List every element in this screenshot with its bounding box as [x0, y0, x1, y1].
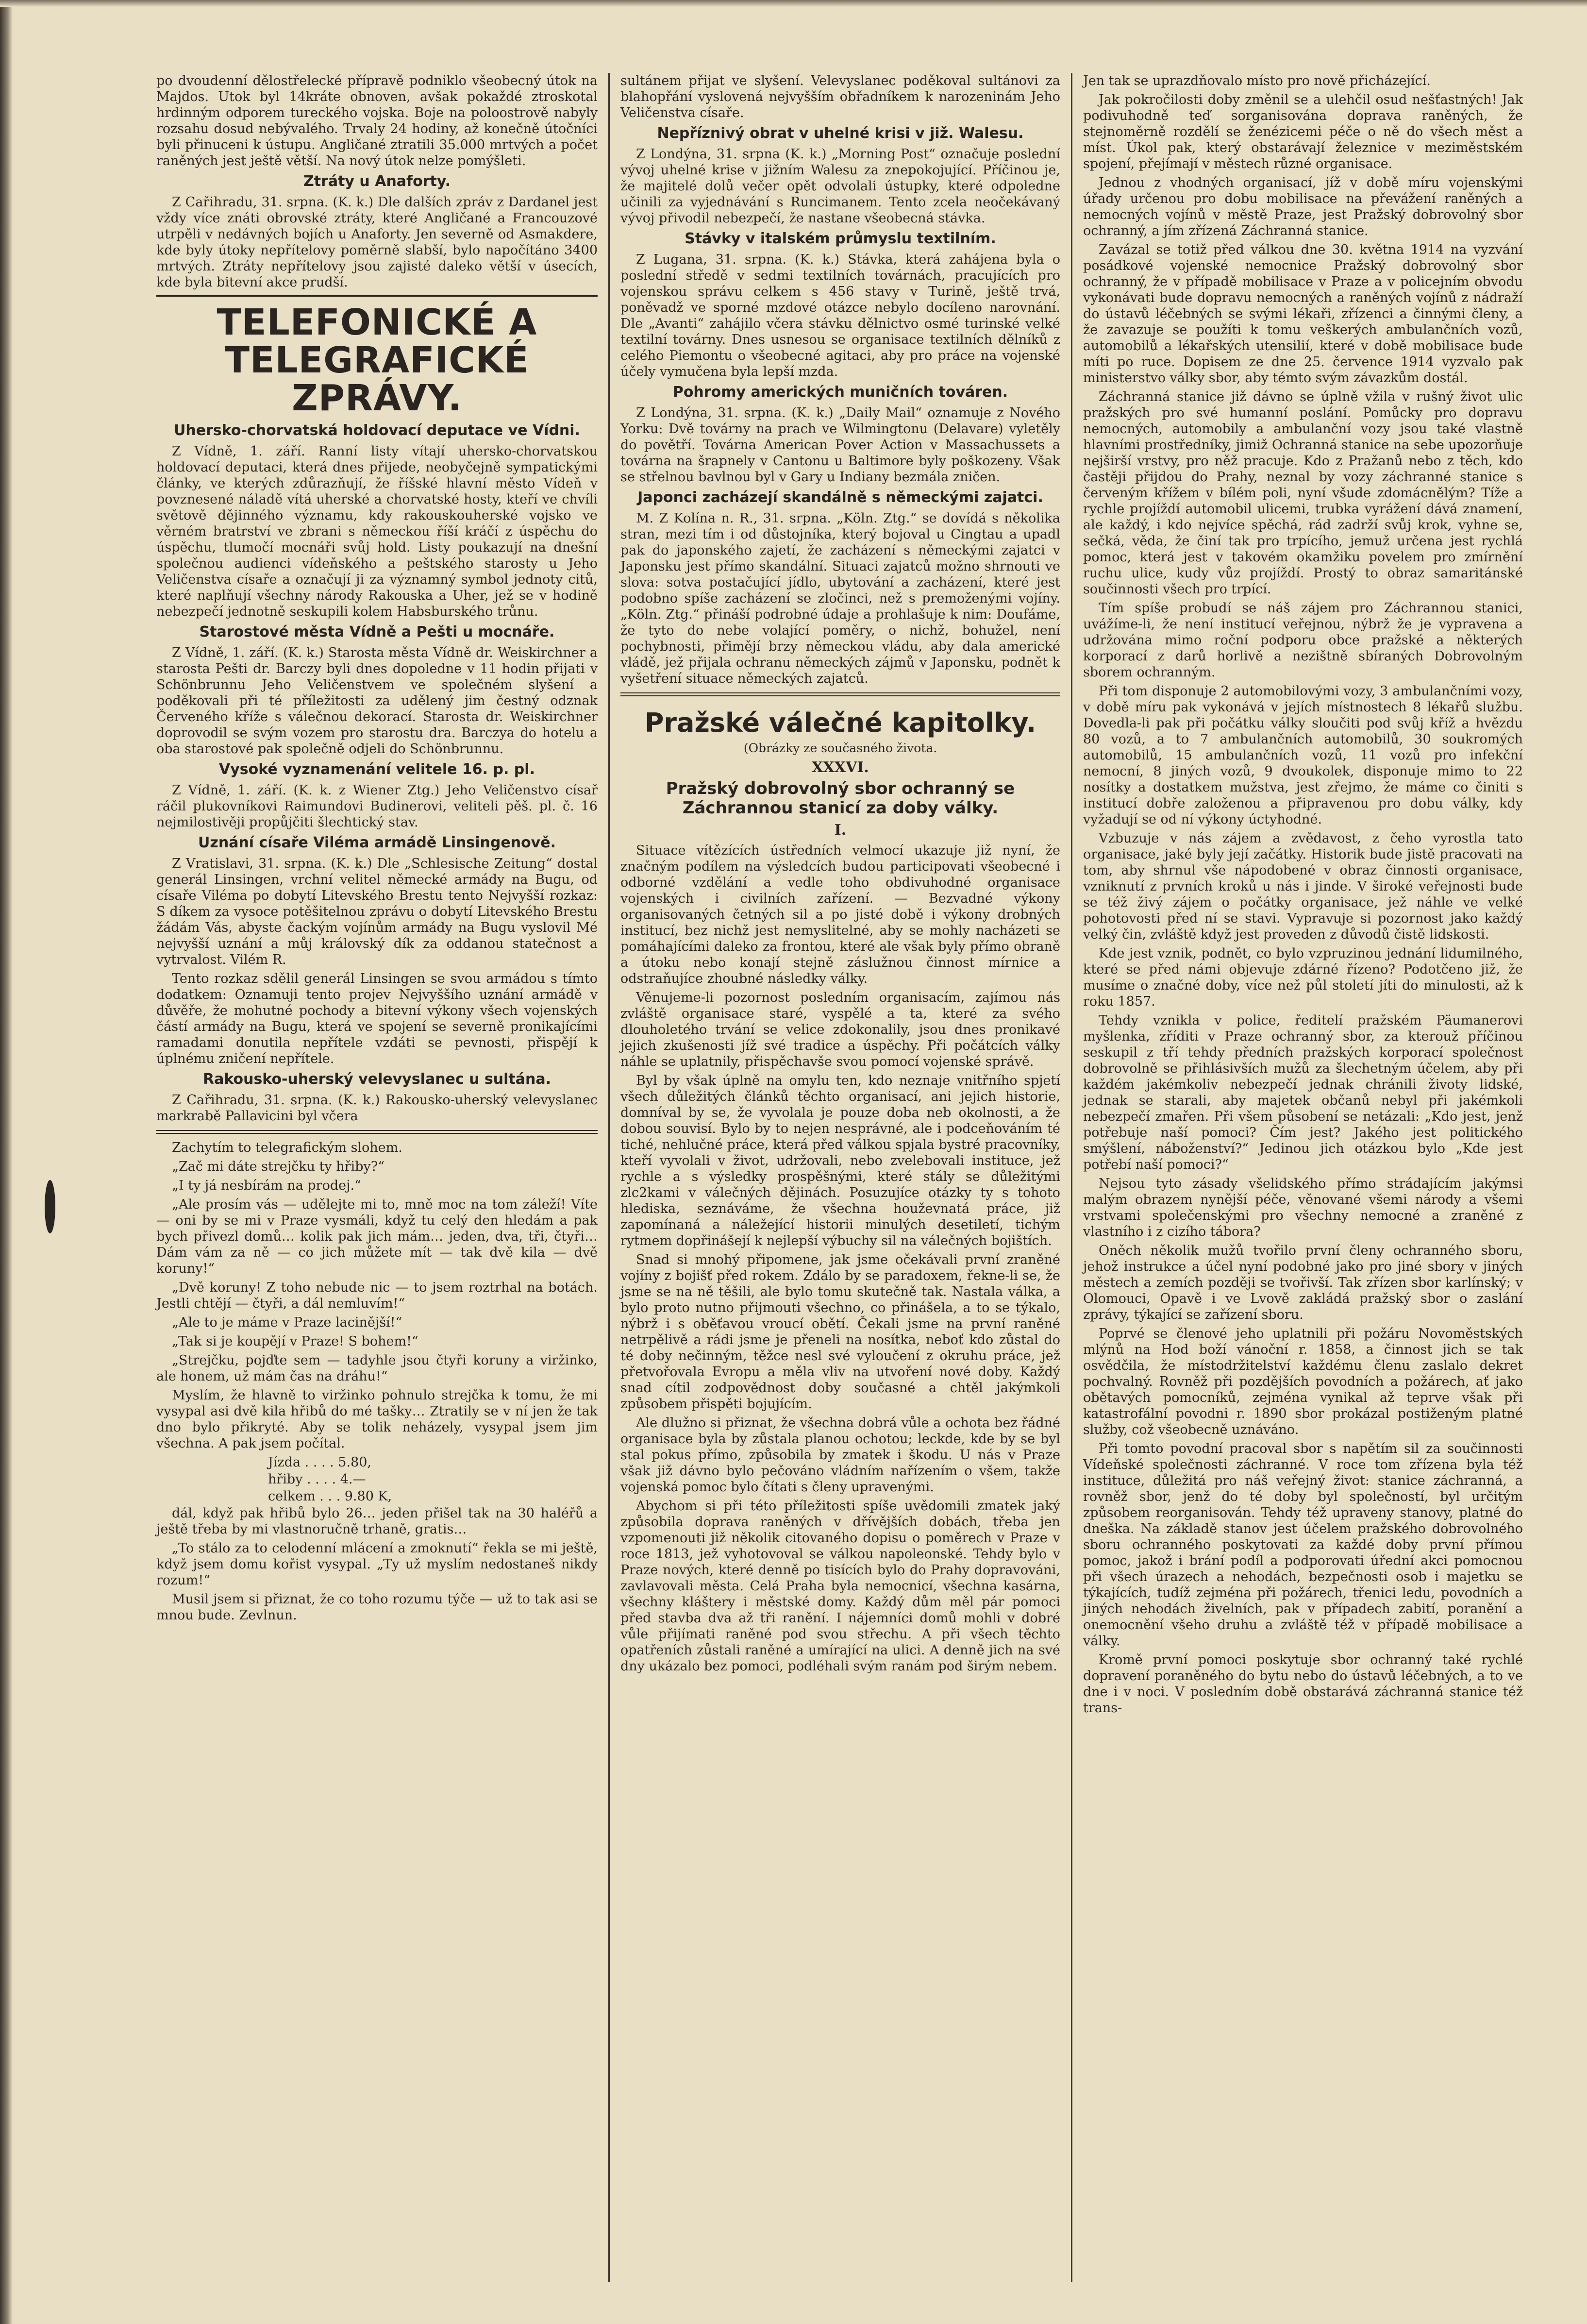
article-paragraph: Vzbuzuje v nás zájem a zvědavost, z čeho vyrostla tato organisace, jaké byly její začátky. Historik bude jistě pracovati na tom, aby shrnul vše nápodobené v obraz činnosti organisace, vzniknutí z prvních kroků u nás i jinde. V široké veřejnosti bude se též živý zájem o počátky organisace, jež náhle ve velké pohotovosti před ní se stavi. Vypravuje si pozornost jako každý velký čin, zvláště když jest proveden z důvodů čistě lidskosti.	[1083, 831, 1523, 942]
section-title-telegraph: TELEFONICKÉ A TELEGRAFICKÉ ZPRÁVY.	[217, 302, 537, 419]
feuilleton-subtitle: (Obrázky ze současného života.	[743, 741, 937, 755]
price-line: celkem . . . 9.80 K,	[268, 1489, 392, 1504]
price-line: Jízda . . . . 5.80,	[268, 1455, 372, 1470]
headline-linsingen: Uznání císaře Viléma armádě Linsingenově.	[198, 834, 556, 851]
article-paragraph: Nejsou tyto zásady všelidského přímo strádajícím jakýmsi malým obrazem nynější péče, věnované všemi národy a všemi vrstvami společenskými pro všechny nemocné a zraněné z vlastního i z cizího tábora?	[1083, 1176, 1523, 1239]
article-paragraph: Situace vítězících ústředních velmocí ukazuje již nyní, že značným podílem na výsledcích budou participovati všeobecné i odborné vzdělání a vedle toho obdivuhodné organisace vojenských i civilních zařízení. — Bezvadné výkony organisovaných četných sil a po jisté době i výkony drobných institucí, bez nichž jest nemyslitelné, aby se mohly nacházeti se pomáhajícími daleko za frontou, které ale však byly přímo obraně a útoku nebo konají stejně záslužnou činnost mírnice a odstraňujíce zhoubné následky války.	[620, 843, 1060, 986]
article-paragraph: Poprvé se členové jeho uplatnili při požáru Novoměstských mlýnů na Hod boží vánoční r. 1858, a činnost jich se tak osvědčila, že místodržitelství každému členu zaslalo dekret pochvalný. Rovněž při pozdějších povodních a požárech, ať jako obětavých pomocníků, zejména vynikal až teprve však při katastrofální povodni r. 1890 sbor prokázal postiženým platné služby, což všeobecně uznáváno.	[1083, 1326, 1523, 1437]
feuilleton-line: „Tak si je koupějí v Praze! S bohem!“	[172, 1334, 418, 1349]
article-paragraph: Z Lugana, 31. srpna. (K. k.) Stávka, která zahájena byla o poslední středě v sedmi textilních továrnách, pracujících pro vojenskou správu celkem s 456 stavy v Turině, ještě trvá, poněvadž ve sporné mzdové otázce nebylo docíleno narovnání. Dle „Avanti“ zahájilo včera stávku dělnictvo osmé turinské velké textilní továrny. Dnes usnesou se organisace textilních dělníků z celého Piemontu o všeobecné agitaci, aby pro práce na vojenské účely vymučena byla lepší mzda.	[620, 252, 1060, 379]
headline-mayors: Starostové města Vídně a Pešti u mocnáře.	[199, 623, 555, 640]
article-paragraph: Při tom disponuje 2 automobilovými vozy, 3 ambulančními vozy, v době míru pak vykonává v jejích místnostech 8 lékařů službu. Dovedla-li pak při počátku války sloučiti pod svůj kříž a hvězdu 80 vozů, a to 7 ambulančních automobilů, 30 soukromých automobilů, 15 ambulančních vozů, 11 vozů pro infekční nemocní, 8 jiných vozů, 9 dvoukolek, disponuje mimo to 22 nosítky a dostatkem mužstva, jest zřejmo, že máme co činiti s institucí dobře založenou a připravenou pro dobu války, kdy vyžadují se od ní výkony úctyhodné.	[1083, 684, 1523, 827]
column-1	[146, 73, 608, 2282]
article-paragraph: Tehdy vznikla v police, ředitelí pražském Päumanerovi myšlenka, zříditi v Praze ochranný sbor, za kterouž příčinou seskupil z tří tehdy předních pražských korporací společnost dobrovolně se přihlásivších mužů za šlechetným účelem, aby při každém jakémkoliv nebezpečí jednak chránili životy lidské, jednak se starali, aby majetek občanů nebyl při jakémkoli nebezpečí zmařen. Při všem působení se netázali: „Kdo jest, jenž potřebuje naší pomoci? Čím jest? Jakého jest politického smýšlení, náboženství?“ Jedinou jich otázkou bylo „Kde jest potřebí naší pomoci?“	[1083, 1013, 1523, 1172]
double-divider	[620, 692, 1060, 696]
article-paragraph: Kde jest vznik, podnět, co bylo vzpruzinou jednání lidumilného, které se před námi objevuje zdárné řízeno? Podotčeno již, že musíme o značné doby, více než půl století jíti do minulosti, až k roku 1857.	[1083, 946, 1523, 1009]
article-paragraph: Z Vídně, 1. září. (K. k.) Starosta města Vídně dr. Weiskirchner a starosta Pešti dr. Barczy byli dnes dopoledne v 11 hodin přijati v Schönbrunnu Jeho Veličenstvem ve společném slyšení a poděkovali při té příležitosti za udělený jim čestný odznak Červeného kříže s válečnou dekorací. Starosta dr. Weiskirchner doprovodil se svým vozem pro starostu dra. Barczya do hotelu a oba starostové pak společně odjeli do Schönbrunnu.	[156, 645, 598, 757]
headline-japan: Japonci zacházejí skandálně s německými zajatci.	[637, 489, 1043, 506]
feuilleton-headline: Pražský dobrovolný sbor ochranný se Záchrannou stanicí za doby války.	[666, 779, 1015, 818]
article-paragraph: Z Cařihradu, 31. srpna. (K. k.) Dle dalších zpráv z Dardanel jest vždy více znáti obrovské ztráty, které Angličané a Francouzové utrpěli v nedávných bojích u Anaforty. Jen severně od Asmakdere, kde byly útoky nepřítelovy poměrně slabší, bylo napočítáno 3400 mrtvých. Ztráty nepřítelovy jsou zajisté daleko větší v úsecích, kde byla bitevní akce prudší.	[156, 195, 598, 290]
article-paragraph: Ale dlužno si přiznat, že všechna dobrá vůle a ochota bez řádné organisace byla by zůstala planou ochotou; leckde, kde by se byl stal pokus přímo, způsobila by zmatek i škodu. U nás v Praze však již dávno bylo pečováno vládním nařízením o všem, takže vojenská pomoc bylo čítati s členy upravenými.	[620, 1415, 1060, 1495]
article-paragraph: Tím spíše probudí se náš zájem pro Záchrannou stanici, uvážíme-li, že není institucí veřejnou, nýbrž že je vypravena a udržována mimo roční podporu obce pražské a některých korporací z darů horlivě a nezištně sbíraných Dobrovolným sborem ochranným.	[1083, 601, 1523, 680]
headline-anaforta: Ztráty u Anaforty.	[303, 173, 451, 190]
feuilleton-line: „I ty já nesbírám na prodej.“	[172, 1178, 361, 1193]
column-3	[1071, 73, 1534, 2282]
article-paragraph: Věnujeme-li pozornost posledním organisacím, zajímou nás zvláště organisace staré, vyspělé a ta, které za svého dlouholetého trvání se velice zdokonalily, jsou dnes pronikavé jejich zkušenosti jíž své tradice a úspěchy. Při počátcích války náhle se uplatnily, přispěchavše svou pomocí vojenské správě.	[620, 990, 1060, 1069]
article-paragraph: Snad si mnohý připomene, jak jsme očekávali první zraněné vojíny z bojišť před rokem. Zdálo by se paradoxem, řekne-li se, že jsme se na ně těšili, ale bylo tomu skutečně tak. Nastala válka, a bylo proto nutno přijmouti všechno, co přinášela, a to se týkalo, nýbrž i s oběťavou vroucí obětí. Čekali jsme na první raněné netrpělivě a rádi jsme je přeneli na nosítka, neboť kdo zůstal do té doby nečinným, těžce nesl své vyloučení z okruhu práce, jež přetvořovala Evropu a měla vliv na utvoření nové doby. Každý snad cítil zodpovědnost doby současné a chtěl jakýmkoli způsobem přispěti bojujícím.	[620, 1252, 1060, 1412]
headline-decoration: Vysoké vyznamenání velitele 16. p. pl.	[219, 761, 535, 778]
article-paragraph: Jednou z vhodných organisací, jíž v době míru vojenskými úřady určenou pro dobu mobilisace na převážení raněných a nemocných vojínů v městě Praze, jest Pražský dobrovolný sbor ochranný, a jím zřízená Záchranná stanice.	[1083, 175, 1523, 238]
feuilleton-number: XXXVI.	[812, 759, 869, 776]
feuilleton-line: dál, když pak hřibů bylo 26… jeden přišel tak na 30 haléřů a ještě třeba by mi vlastnoručně trhaně, gratis…	[156, 1506, 598, 1537]
page-edge-left	[0, 0, 13, 2324]
divider	[156, 295, 598, 297]
article-paragraph: sultánem přijat ve slyšení. Velevyslanec poděkoval sultánovi za blahopřání vyslovená nejvyšším obřadníkem k narozeninám Jeho Veličenstva císaře.	[620, 73, 1060, 120]
newspaper-columns	[146, 73, 1534, 2282]
headline-wales: Nepříznivý obrat v uhelné krisi v již. Walesu.	[657, 125, 1024, 142]
feuilleton-line: „Ale prosím vás — udělejte mi to, mně moc na tom záleží! Víte — oni by se mi v Praze vysmáli, když tu celý den hledám a pak bych přivezl domů… kolik pak jich mám… jeden, dva, tři, čtyři… Dám vám za ně — co jich můžete mít — tak dvě kila — dvě koruny!“	[156, 1197, 598, 1276]
feuilleton-line: „Dvě koruny! Z toho nebude nic — to jsem roztrhal na botách. Jestli chtějí — čtyři, a dál nemluvím!“	[156, 1280, 598, 1311]
column-2	[608, 73, 1071, 2282]
price-line: hřiby . . . . 4.—	[268, 1472, 366, 1487]
feuilleton-line: Myslím, že hlavně to viržinko pohnulo strejčka k tomu, že mi vysypal asi dvě kila hřibů do mé tašky… Ztratily se v ní jen že tak dno bylo přikryté. Aby se tolik neházely, vysypal jsem jim všechna. A pak jsem počítal.	[156, 1388, 598, 1451]
feuilleton-title: Pražské válečné kapitolky.	[644, 707, 1036, 738]
feuilleton-line: „Ale to je máme v Praze lacinější!“	[172, 1315, 402, 1330]
binding-hole	[45, 1180, 55, 1233]
headline-deputation: Uhersko-chorvatská holdovací deputace ve Vídni.	[174, 422, 580, 439]
article-paragraph: Z Vídně, 1. září. Ranní listy vítají uhersko-chorvatskou holdovací deputaci, která dnes přijede, neobyčejně sympatickými články, ve kterých zdůrazňují, že říšské hlavní město Vídeň v povznesené náladě vítá uherské a chorvatské hosty, kteří ve chvíli světově dějinného významu, kdy rakouskouherské vojsko ve věrném bratrství ve zbrani s německou říší kráčí z úspěchu do úspěchu, tlumočí mocnáři svůj hold. Listy poukazují na dnešní společnou audienci vídeňského a peštského starosty u Jeho Veličenstva císaře a označují ji za významný symbol jednoty citů, které naplňují všechny národy Rakouska a Uher, jež se v hodině nebezpečí jednotně seskupili kolem Habsburského trůnu.	[156, 444, 598, 619]
article-paragraph: Z Vratislavi, 31. srpna. (K. k.) Dle „Schlesische Zeitung“ dostal generál Linsingen, vrchní velitel německé armády na Bugu, od císaře Viléma po dobytí Litevského Brestu tento Nejvyšší rozkaz: S díkem za vysoce potěšitelnou zprávu o dobytí Litevského Brestu žádám Vás, abyste čackým vojínům armády na Bugu vyslovil Mé nejvyšší uznání a můj královský dík za oddanou statečnost a vytrvalost. Vilém R.	[156, 856, 598, 967]
double-divider	[156, 1130, 598, 1134]
article-paragraph: Z Vídně, 1. září. (K. k. z Wiener Ztg.) Jeho Veličenstvo císař ráčil plukovníkovi Raimundovi Budinerovi, veliteli pěš. pl. č. 16 nejmilostivěji propůjčiti šlechtický stav.	[156, 783, 598, 830]
article-paragraph: Při tomto povodní pracoval sbor s napětím sil za součinnosti Vídeňské společnosti záchranné. V roce tom zřízena byla též instituce, důležitá pro náš veřejný život: stanice záchranná, a rovněž sbor, jenž do té doby byl společností, byl určitým způsobem reorganisován. Tehdy též upraveny stanovy, platné do dneška. Na základě stanov jest účelem pražského dobrovolného sboru ochranného poskytovati za každé doby první přímou pomoc, jakož i brání podíl a podporovati úřední akci pomocnou při všech úrazech a nehodách, bezpečnosti osob i majetku se týkajících, tudíž zejména při požárech, třenici ledu, povodních a jiných nehodách živelních, pak v případech zabití, poranění a onemocnění všeho druhu a zvláště též v případě mobilisace a války.	[1083, 1441, 1523, 1649]
feuilleton-line: „To stálo za to celodenní mlácení a zmoknutí“ řekla se mi ještě, když jsem domu kořist vysypal. „Ty už myslím nedostaneš nikdy rozum!“	[156, 1541, 598, 1588]
article-paragraph: po dvoudenní dělostřelecké přípravě podniklo všeobecný útok na Majdos. Utok byl 14kráte obnoven, avšak pokaždé ztroskotal hrdinným odporem tureckého vojska. Boje na poloostrově nabyly rozsahu dosud nebývalého. Trvaly 24 hodiny, až konečně útočníci byli přinuceni k ústupu. Angličané ztratili 35.000 mrtvých a počet raněných jest ještě větší. Na nový útok nelze pomýšleti.	[156, 73, 598, 168]
article-paragraph: Zavázal se totiž před válkou dne 30. května 1914 na vyzvání posádkové vojenské nemocnice Pražský dobrovolný sbor ochranný, že v případě mobilisace v Praze a v policejním obvodu vykonávati bude dopravu nemocných a raněných vojínů z nádraží do ústavů léčebných se svými lékaři, zřízenci a činnými členy, a že zavazuje se použíti k tomu veškerých ambulančních vozů, automobilů a lékařských utensilií, které v době mobilisace bude míti po ruce. Dopisem ze dne 25. července 1914 vyzvalo pak ministerstvo války sbor, aby témto svým závazkům dostál.	[1083, 242, 1523, 386]
feuilleton-line: „Strejčku, pojďte sem — tadyhle jsou čtyři koruny a viržinko, ale honem, už mám čas na dráhu!“	[156, 1353, 598, 1384]
article-paragraph: Z Londýna, 31. srpna. (K. k.) „Daily Mail“ oznamuje z Nového Yorku: Dvě továrny na prach ve Wilmingtonu (Delavare) vyletěly do povětří. Továrna American Pover Action v Massachussets a továrna na šrapnely v Cantonu u Baltimore byly poškozeny. Však se střelnou bavlnou byl v Gary u Indiany bezmála zničen.	[620, 405, 1060, 485]
feuilleton-line: „Zač mi dáte strejčku ty hřiby?“	[172, 1159, 385, 1174]
headline-strikes: Stávky v italském průmyslu textilním.	[685, 230, 996, 247]
headline-munitions: Pohromy amerických muničních továren.	[672, 384, 1008, 401]
article-paragraph: Kromě první pomoci poskytuje sbor ochranný také rychlé dopravení poraněného do bytu nebo do ústavů léčebných, a to ve dne i v noci. V posledním době obstarává záchranná stanice též trans-	[1083, 1652, 1523, 1716]
feuilleton-line: Zachytím to telegrafickým slohem.	[172, 1140, 402, 1155]
headline-ambassador: Rakousko-uherský velevyslanec u sultána.	[202, 1071, 551, 1088]
feuilleton-line: Musil jsem si přiznat, že co toho rozumu týče — už to tak asi se mnou bude. Zevlnun.	[156, 1592, 598, 1623]
part-number: I.	[834, 822, 847, 839]
article-paragraph: Oněch několik mužů tvořilo první členy ochranného sboru, jehož instrukce a účel nyní podobné jako pro jiné sbory v jiných městech a zemích později se tvořivší. Tak zřízen sbor karlínský; v Olomouci, Opavě i ve Lvově zakládá pražský sbor o zaslání zprávy, týkající se zařízení sboru.	[1083, 1243, 1523, 1322]
article-paragraph: Jen tak se uprazdňovalo místo pro nově přicházející.	[1083, 73, 1431, 88]
article-paragraph: Tento rozkaz sdělil generál Linsingen se svou armádou s tímto dodatkem: Oznamuji tento projev Nejvyššího uznání armádě v důvěře, že mohutné pochody a bitevní výkony všech vojenských částí armády na Bugu, která ve spojení se severně pronikajícími ramadami donutila nepřítele vzdáti se pevnosti, přispějí k úplnému zničení nepřítele.	[156, 971, 598, 1066]
article-paragraph: Záchranná stanice již dávno se úplně vžila v rušný život ulic pražských pro své humanní poslání. Pomůcky pro dopravu nemocných, automobily a ambulanční vozy jsou také vlastně hlavními prostředníky, jimiž Ochranná stanice na sebe upozorňuje nejširší vrstvy, pro něž pracuje. Kdo z Pražanů nebo z těch, kdo častěji přijdou do Prahy, neznal by vozy záchranné stanice s červeným křížem v bílém poli, nyní všude zdomácnělým? Tíže a rychle projíždí automobil ulicemi, trubka vyrážení dává znamení, ale každý, i kdo nejvíce spěchá, rád zadrží svůj krok, vyhne se, sečká, věda, že činí tak pro trpícího, jemuž určena jest rychlá pomoc, která jest v takovém okamžiku povelem pro zmírnění ruchu ulice, kudy vůz projíždí. Prostý to obraz samaritánské součinnosti všech pro trpící.	[1083, 389, 1523, 597]
article-paragraph: M. Z Kolína n. R., 31. srpna. „Köln. Ztg.“ se dovídá s několika stran, mezi tím i od důstojníka, který bojoval u Cingtau a upadl pak do japonského zajetí, že zacházení s německými zajatci v Japonsku jest přímo skandální. Situaci zajatců možno shrnouti ve slova: sotva postačující jídlo, ubytování a zacházení, které jest podobno spíše zacházení se zločinci, než s premoženými vojíny. „Köln. Ztg.“ přináší podrobné údaje a prohlašuje k nim: Doufáme, že tyto do nebe volající poměry, o nichž, bohužel, není pochybnosti, přimějí brzy německou vládu, aby dala americké vládě, jež přijala ochranu německých zájmů v Japonsku, podnět k vyšetření situace německých zajatců.	[620, 511, 1060, 686]
article-paragraph: Z Cařihradu, 31. srpna. (K. k.) Rakousko-uherský velevyslanec markrabě Pallavicini byl včera	[156, 1093, 598, 1124]
article-paragraph: Jak pokročilosti doby změnil se a ulehčil osud nešťastných! Jak podivuhodně teď sorganisována doprava raněných, že stejnoměrně rozdělí se ženézicemi péče o ně do všech měst a míst. Úkol pak, který obstarávají železnice v meziměstském spojení, přejímají v městech různé organisace.	[1083, 92, 1523, 171]
article-paragraph: Byl by však úplně na omylu ten, kdo neznaje vnitřního spjetí všech důležitých článků těchto organisací, ani jejich historie, domníval by se, že vyvolala je pouze doba neb okolnosti, a že dobou souvisí. Bylo by to nejen nesprávné, ale i podceňováním té tiché, nehlučné práce, která před válkou spjala bystré pracovníky, kteří vyvolali v život, udržovali, nebo zvelebovali instituce, jež rychle a s výsledky prospěšnými, které stály se důležitými zlc2kami v válečných dějinách. Posuzujíce otázky ty s tohoto hlediska, seznáváme, že všechna houževnatá práce, již zapomínaná a náležející historii minulých desetiletí, tichým rytmem dopřinášejí k nejlepší výbuchy sil na válečných bojištích.	[620, 1073, 1060, 1248]
article-paragraph: Abychom si při této příležitosti spíše uvědomili zmatek jaký způsobila doprava raněných v dřívějších dobách, třeba jen vzpomenouti již několik citovaného dopisu o poměrech v Praze v roce 1813, jež vyhotovoval se válkou napoleonské. Tehdy bylo v Praze nových, které denně po tisících bylo do Prahy dopravováni, zavlavovali města. Celá Praha byla nemocnicí, všechna kasárna, všechny kláštery i městské domy. Každý dům měl pár pomoci před stavba dva až tři ranění. I nájemníci domů mohli v dobré vůle přijímati raněné pod svou střechu. A při všech těchto opatřeních zůstali raněné a umírající na ulici. A denně jich na své dny ukázalo bez pomoci, podléhali svým ranám pod širým nebem.	[620, 1499, 1060, 1674]
page-edge-top	[0, 0, 1587, 7]
article-paragraph: Z Londýna, 31. srpna (K. k.) „Morning Post“ označuje poslední vývoj uhelné krise v jižním Walesu za znepokojující. Příčinou je, že majitelé dolů večer opět odvolali ústupky, které odpoledne učinili za vyjednávání s Runcimanem. Tento zcela neočekávaný vývoj přivodil nebezpečí, že nastane všeobecná stávka.	[620, 147, 1060, 226]
